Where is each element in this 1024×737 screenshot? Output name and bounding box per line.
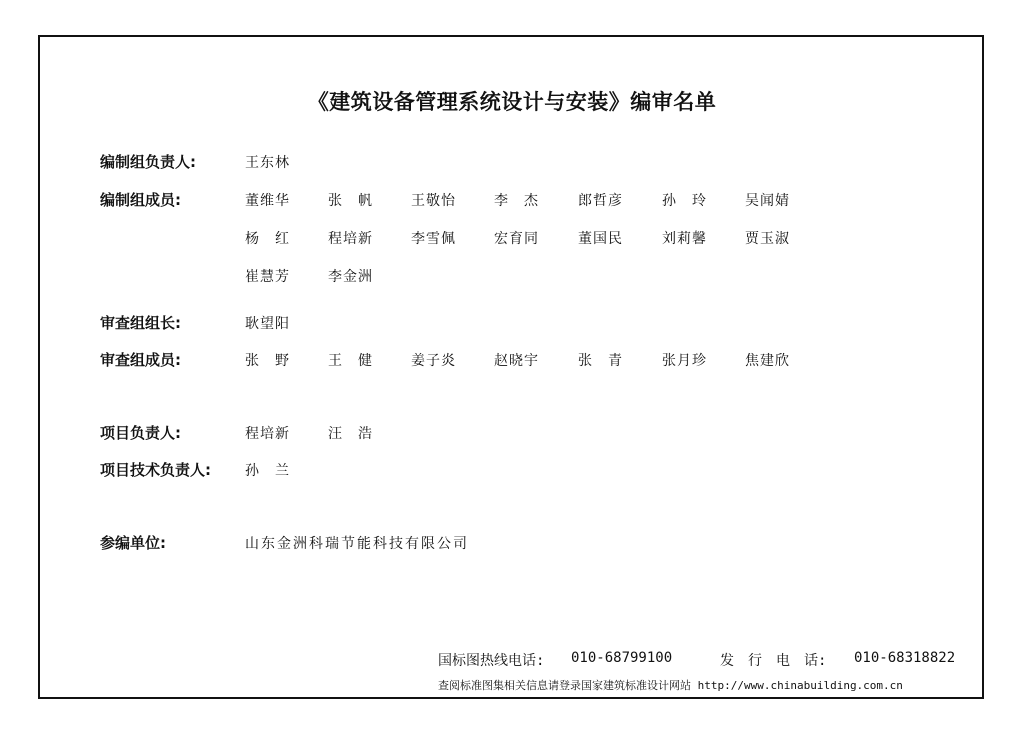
member-name: 郎哲彦 xyxy=(578,193,623,209)
reviewer-name: 张月珍 xyxy=(662,353,707,369)
member-name: 李 杰 xyxy=(494,193,539,209)
member-name: 张 帆 xyxy=(328,193,373,209)
member-name: 李雪佩 xyxy=(411,231,456,247)
member-name: 李金洲 xyxy=(328,269,373,285)
reviewer-name: 王 健 xyxy=(328,353,373,369)
compile-members-label: 编制组成员: xyxy=(100,191,181,209)
compile-lead-name: 王东林 xyxy=(245,155,290,171)
reviewer-name: 焦建欣 xyxy=(745,353,790,369)
hotline-label: 国标图热线电话: xyxy=(438,653,545,669)
member-name: 杨 红 xyxy=(245,231,290,247)
participant-unit: 山东金洲科瑞节能科技有限公司 xyxy=(245,536,469,552)
member-name: 吴闻婧 xyxy=(745,193,790,209)
issue-number: 010-68318822 xyxy=(854,650,956,666)
website-note: 查阅标准图集相关信息请登录国家建筑标准设计网站 http://www.chinabuilding.com.cn xyxy=(438,679,903,692)
participant-label: 参编单位: xyxy=(100,534,166,552)
member-name: 刘莉馨 xyxy=(662,231,707,247)
hotline-number: 010-68799100 xyxy=(571,650,673,666)
review-members-label: 审查组成员: xyxy=(100,351,181,369)
project-lead-name: 汪 浩 xyxy=(328,426,373,442)
review-lead-label: 审查组组长: xyxy=(100,314,181,332)
review-lead-name: 耿望阳 xyxy=(245,316,290,332)
member-name: 董维华 xyxy=(245,193,290,209)
reviewer-name: 赵晓宇 xyxy=(494,353,539,369)
reviewer-name: 张 野 xyxy=(245,353,290,369)
page-title: 《建筑设备管理系统设计与安装》编审名单 xyxy=(307,90,717,114)
reviewer-name: 姜子炎 xyxy=(411,353,456,369)
project-lead-label: 项目负责人: xyxy=(100,424,181,442)
member-name: 王敬怡 xyxy=(411,193,456,209)
member-name: 孙 玲 xyxy=(662,193,707,209)
issue-label: 发 行 电 话: xyxy=(720,653,827,669)
member-name: 程培新 xyxy=(328,231,373,247)
member-name: 董国民 xyxy=(578,231,623,247)
member-name: 宏育同 xyxy=(494,231,539,247)
compile-lead-label: 编制组负责人: xyxy=(100,153,196,171)
project-lead-name: 程培新 xyxy=(245,426,290,442)
member-name: 贾玉淑 xyxy=(745,231,790,247)
reviewer-name: 张 青 xyxy=(578,353,623,369)
tech-lead-name: 孙 兰 xyxy=(245,463,290,479)
tech-lead-label: 项目技术负责人: xyxy=(100,461,211,479)
member-name: 崔慧芳 xyxy=(245,269,290,285)
